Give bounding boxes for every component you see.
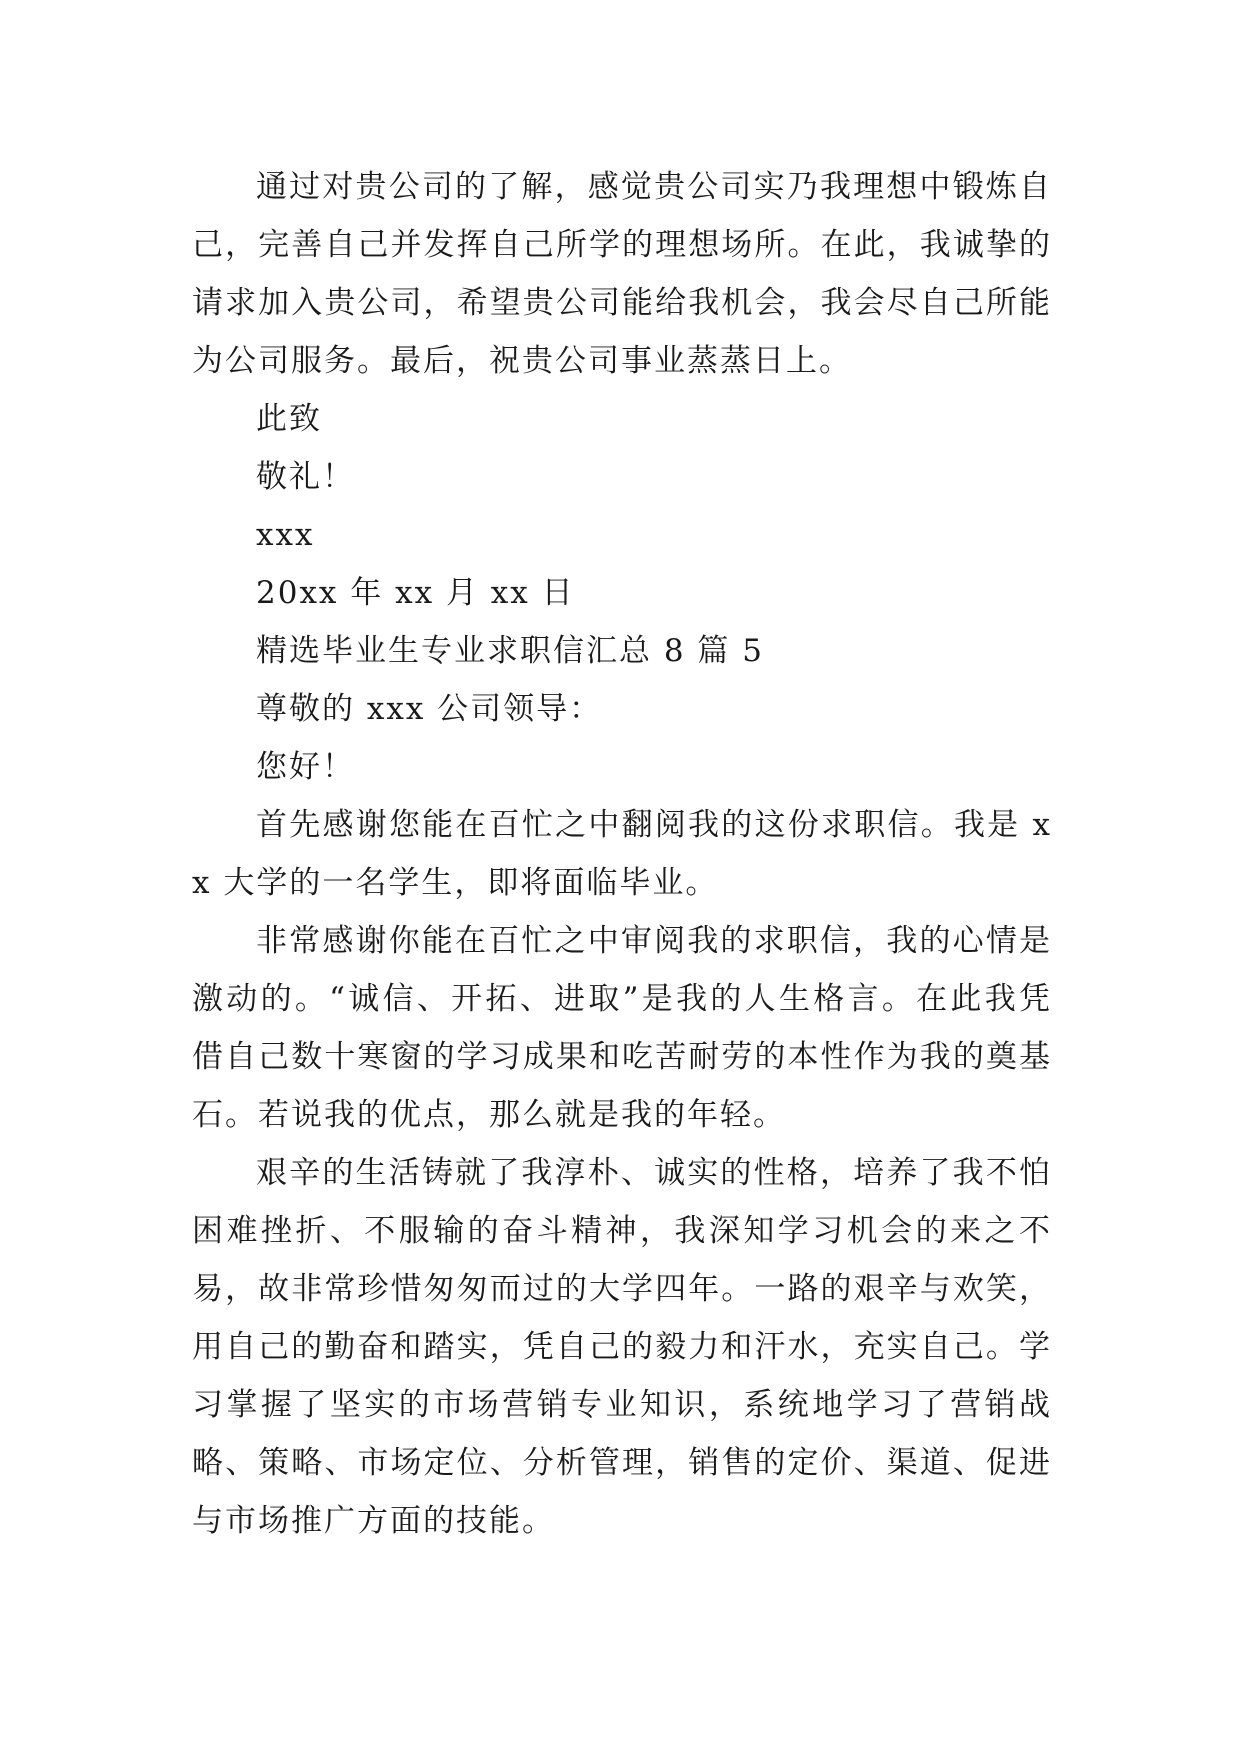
- section-heading: 精选毕业生专业求职信汇总 8 篇 5: [256, 633, 765, 669]
- paragraph-experience: 艰辛的生活铸就了我淳朴、诚实的性格，培养了我不怕困难挫折、不服输的奋斗精神，我深知学习机会的来之不易，故非常珍惜匆匆而过的大学四年。一路的艰辛与欢笑，用自己的勤奋和踏实，凭自己的毅力和汗水，充实自己。学习掌握了坚实的市场营销专业知识，系统地学习了营销战略、策略、市场定位、分析管理，销售的定价、渠道、促进与市场推广方面的技能。: [192, 1155, 1052, 1539]
- signature-name: xxx: [256, 517, 315, 553]
- letter-body: [192, 158, 1052, 1550]
- salutation-jingli: 敬礼！: [256, 459, 355, 495]
- salutation-cizhi: 此致: [256, 401, 322, 437]
- paragraph-motto: 非常感谢你能在百忙之中审阅我的求职信，我的心情是激动的。“诚信、开拓、进取”是我的人生格言。在此我凭借自己数十寒窗的学习成果和吃苦耐劳的本性作为我的奠基石。若说我的优点，那么就是我的年轻。: [192, 923, 1052, 1133]
- paragraph-intro: 首先感谢您能在百忙之中翻阅我的这份求职信。我是 xx 大学的一名学生，即将面临毕业。: [192, 807, 1052, 901]
- signature-date: 20xx 年 xx 月 xx 日: [256, 575, 575, 611]
- greeting-hello: 您好！: [256, 749, 355, 785]
- greeting-recipient: 尊敬的 xxx 公司领导：: [256, 691, 603, 727]
- paragraph-closing-wish: 通过对贵公司的了解，感觉贵公司实乃我理想中锻炼自己，完善自己并发挥自己所学的理想场所。在此，我诚挚的请求加入贵公司，希望贵公司能给我机会，我会尽自己所能为公司服务。最后，祝贵公司事业蒸蒸日上。: [192, 169, 1052, 379]
